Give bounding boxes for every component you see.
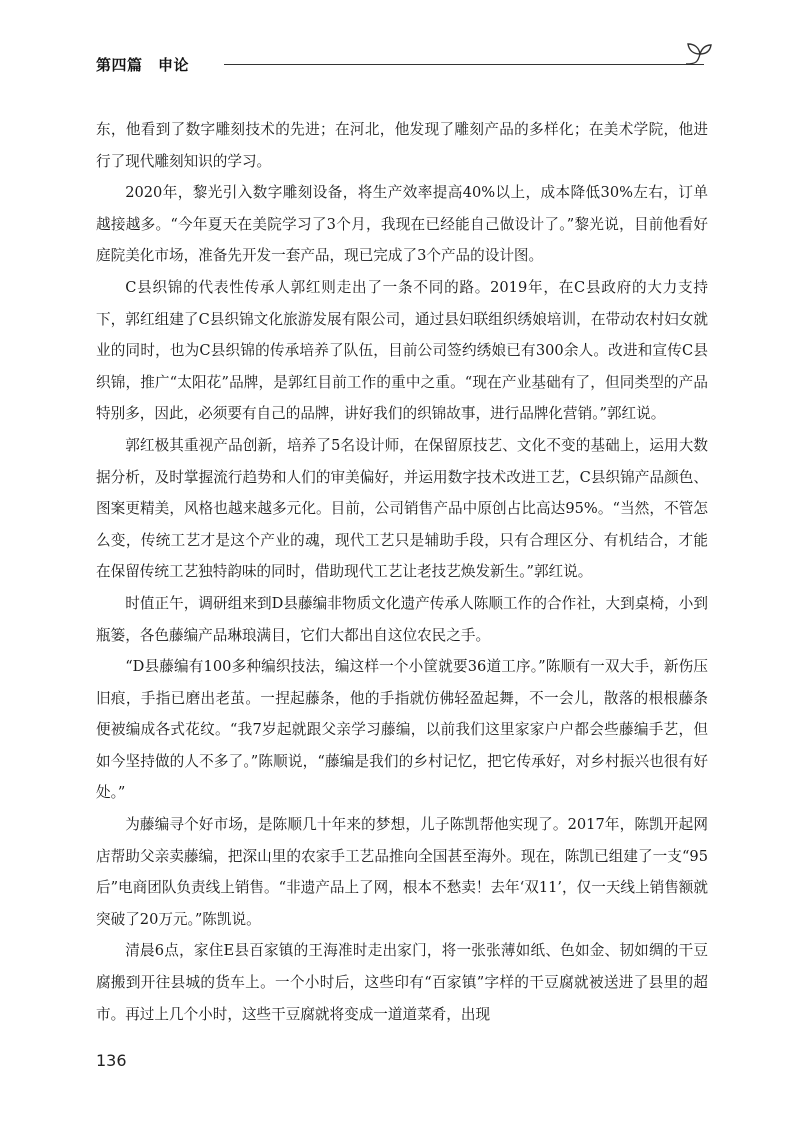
paragraph: 东，他看到了数字雕刻技术的先进；在河北，他发现了雕刻产品的多样化；在美术学院，他进行了现代雕刻知识的学习。 [96,121,708,170]
paragraph: 2020年，黎光引入数字雕刻设备，将生产效率提高40%以上，成本降低30%左右，订单越接越多。“今年夏天在美院学习了3个月，我现在已经能自己做设计了。”黎光说，目前他看好庭院美化市场，准备先开发一套产品，现已完成了3个产品的设计图。 [96,184,708,265]
paragraph: 时值正午，调研组来到D县藤编非物质文化遗产传承人陈顺工作的合作社，大到桌椅，小到瓶篓，各色藤编产品琳琅满目，它们大都出自这位农民之手。 [96,594,708,644]
paragraph: 为藤编寻个好市场，是陈顺几十年来的梦想，儿子陈凯帮他实现了。2017年，陈凯开起网店帮助父亲卖藤编，把深山里的农家手工艺品推向全国甚至海外。现在，陈凯已组建了一支“95后”电商团队负责线上销售。“非遗产品上了网，根本不愁卖！去年‘双11’，仅一天线上销售额就突破了20万元。”陈凯说。 [96,816,708,928]
section-title: 第四篇 申论 [96,56,190,74]
paragraph: “D县藤编有100多种编织技法，编这样一个小筐就要36道工序。”陈顺有一双大手，新伤压旧痕，手指已磨出老茧。一捏起藤条，他的手指就仿佛轻盈起舞，不一会儿，散落的根根藤条便被编成各式花纹。“我7岁起就跟父亲学习藤编，以前我们这里家家户户都会些藤编手艺，但如今坚持做的人不多了。”陈顺说，“藤编是我们的乡村记忆，把它传承好，对乡村振兴也很有好处。” [96,658,708,802]
running-header [96,40,708,80]
paragraph: 郭红极其重视产品创新，培养了5名设计师，在保留原技艺、文化不变的基础上，运用大数据分析，及时掌握流行趋势和人们的审美偏好，并运用数字技术改进工艺，C县织锦产品颜色、图案更精美，风格也越来越多元化。目前，公司销售产品中原创占比高达95%。“当然，不管怎么变，传统工艺才是这个产业的魂，现代工艺只是辅助手段，只有合理区分、有机结合，才能在保留传统工艺独特韵味的同时，借助现代工艺让老技艺焕发新生。”郭红说。 [96,436,708,581]
article-body [96,114,708,1030]
paragraph: C县织锦的代表性传承人郭红则走出了一条不同的路。2019年，在C县政府的大力支持下，郭红组建了C县织锦文化旅游发展有限公司，通过县妇联组织绣娘培训，在带动农村妇女就业的同时，也为C县织锦的传承培养了队伍，目前公司签约绣娘已有300余人。改进和宣传C县织锦，推广“太阳花”品牌，是郭红目前工作的重中之重。“现在产业基础有了，但同类型的产品特别多，因此，必须要有自己的品牌，讲好我们的织锦故事，进行品牌化营销。”郭红说。 [96,278,708,423]
sprout-icon [678,40,712,72]
page-number: 136 [96,1051,127,1070]
paragraph: 清晨6点，家住E县百家镇的王海准时走出家门，将一张张薄如纸、色如金、韧如绸的干豆腐搬到开往县城的货车上。一个小时后，这些印有“百家镇”字样的干豆腐就被送进了县里的超市。再过上几个小时，这些干豆腐就将变成一道道菜肴，出现 [96,942,708,1023]
header-rule [224,64,704,65]
